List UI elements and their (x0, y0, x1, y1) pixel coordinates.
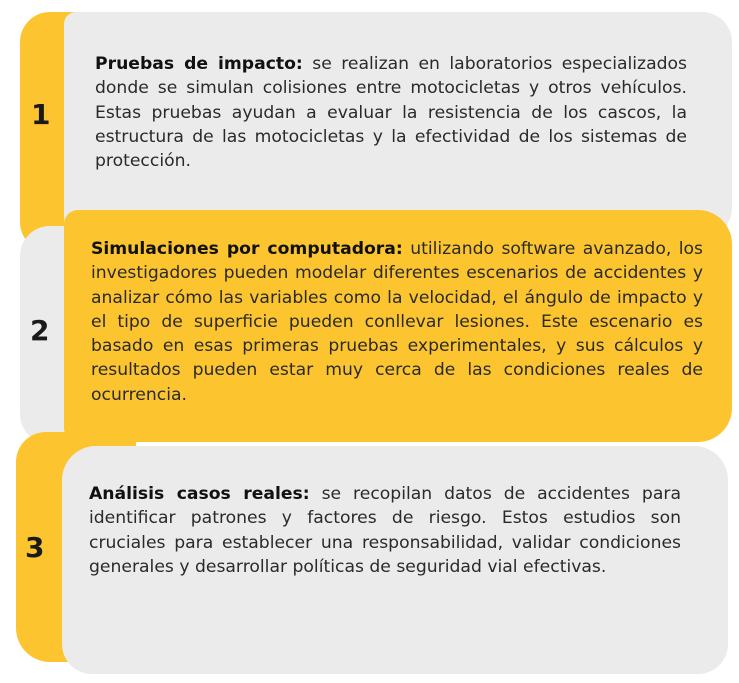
step-number-2: 2 (30, 314, 50, 347)
step-text-2 (91, 237, 703, 407)
step-number-1: 1 (31, 98, 51, 131)
step-title-1: Pruebas de impacto: (95, 54, 303, 74)
step-body-1: se realizan en laboratorios especializados donde se simulan colisiones entre motocicletas y otros vehículos. Estas pruebas ayudan a evaluar la resistencia de los cascos, la estructura de las motocicletas y la efectividad de los sistemas de protección. (95, 54, 687, 172)
step-title-3: Análisis casos reales: (89, 484, 310, 504)
step-title-2: Simulaciones por computadora: (91, 239, 403, 259)
step-body-3: se recopilan datos de accidentes para identificar patrones y factores de riesgo. Estos estudios son cruciales para establecer una responsabilidad, validar condiciones generales y desarrollar políticas de seguridad vial efectivas. (89, 484, 681, 577)
step-text-3 (89, 482, 681, 579)
step-number-3: 3 (25, 531, 45, 564)
step-body-2: utilizando software avanzado, los investigadores pueden modelar diferentes escenarios de accidentes y analizar cómo las variables como la velocidad, el ángulo de impacto y el tipo de superficie pueden conllevar lesiones. Este escenario es basado en esas primeras pruebas experimentales, y sus cálculos y resultados pueden estar muy cerca de las condiciones reales de ocurrencia. (91, 239, 703, 405)
step-text-1 (95, 52, 687, 173)
